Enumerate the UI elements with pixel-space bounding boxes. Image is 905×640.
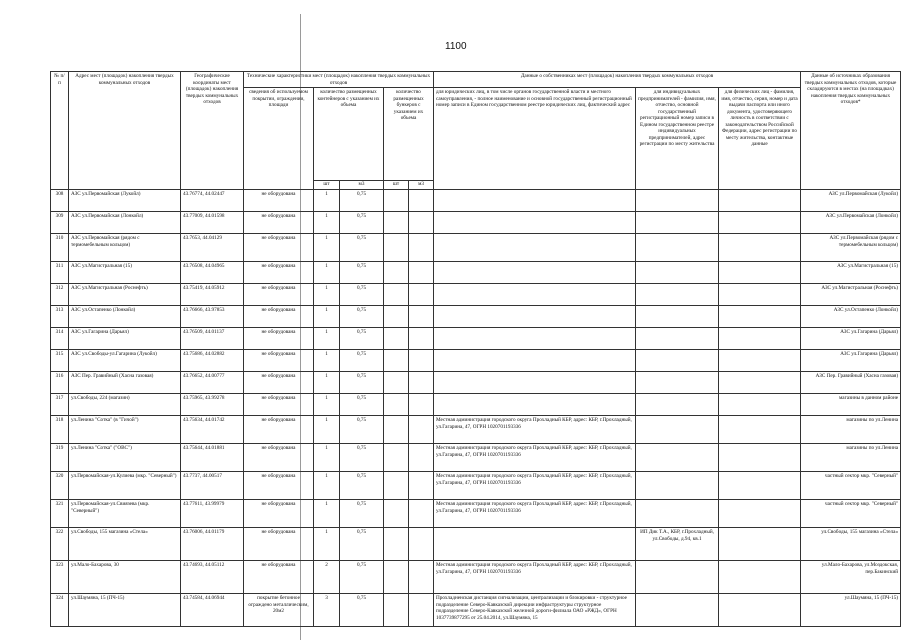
- cell-source: АЗС ул.Гагарина (Дарьял): [801, 328, 901, 350]
- cell-source: АЗС ул.Магистральная (15): [801, 262, 901, 284]
- cell-coords: 43.76006, 44.01179: [181, 528, 244, 561]
- cell-entrepreneur: [636, 328, 719, 350]
- cell-legal: Местная администрация городского округа Прохладный КБР, адрес: КБР, г.Прохладный, ул.Гагарина, 47, ОГРН 1020701193336: [434, 416, 636, 444]
- cell-coverage: не оборудована: [244, 528, 314, 561]
- table-row: [51, 372, 901, 394]
- cell-bunker-vol: [409, 528, 434, 561]
- cell-container-vol: 0,75: [340, 262, 384, 284]
- cell-entrepreneur: [636, 212, 719, 234]
- cell-address: ул.Ленина "Сотка" ("ОВС"): [69, 444, 181, 472]
- header-unit-m3: м3: [340, 181, 384, 190]
- table-row: [51, 328, 901, 350]
- cell-coords: 43.77611, 43.99979: [181, 500, 244, 528]
- cell-coverage: не оборудована: [244, 444, 314, 472]
- cell-container-qty: 2: [314, 561, 340, 594]
- cell-container-vol: 0,75: [340, 561, 384, 594]
- cell-bunker-qty: [384, 306, 409, 328]
- header-containers: количество размещенных контейнеров с указанием их объема: [314, 88, 384, 181]
- cell-container-vol: 0,75: [340, 594, 384, 627]
- table-head: [51, 72, 901, 190]
- cell-bunker-qty: [384, 212, 409, 234]
- cell-source: магазины в данном районе: [801, 394, 901, 416]
- cell-address: ул.Шаумяна, 15 (ПЧ-15): [69, 594, 181, 627]
- waste-sites-table: [50, 71, 901, 627]
- cell-address: ул.Первомайская-ул.Свиязева (мкр. "Северный"): [69, 500, 181, 528]
- cell-legal: [434, 212, 636, 234]
- cell-source: магазины по ул.Ленина: [801, 444, 901, 472]
- header-unit-pcs: шт: [384, 181, 409, 190]
- cell-individual: [719, 594, 801, 627]
- table-row: [51, 444, 901, 472]
- page-number: 1100: [445, 41, 467, 52]
- cell-entrepreneur: [636, 350, 719, 372]
- cell-container-vol: 0,75: [340, 234, 384, 262]
- cell-entrepreneur: [636, 444, 719, 472]
- cell-source: частный сектор мкр. "Северный": [801, 500, 901, 528]
- cell-container-vol: 0,75: [340, 444, 384, 472]
- cell-bunker-qty: [384, 444, 409, 472]
- cell-coords: 43.75686, 44.02882: [181, 350, 244, 372]
- cell-entrepreneur: [636, 416, 719, 444]
- cell-bunker-vol: [409, 350, 434, 372]
- cell-address: АЗС ул.Первомайская (рядом с термомебельным кольцом): [69, 234, 181, 262]
- cell-coverage: не оборудована: [244, 328, 314, 350]
- header-owners: Данные о собственниках мест (площадок) накопления твердых коммунальных отходов: [434, 72, 801, 88]
- cell-coords: 43.75419, 44.05912: [181, 284, 244, 306]
- cell-bunker-qty: [384, 394, 409, 416]
- table-row: [51, 262, 901, 284]
- cell-container-qty: 1: [314, 394, 340, 416]
- cell-container-qty: 1: [314, 190, 340, 212]
- cell-container-qty: 1: [314, 262, 340, 284]
- cell-container-vol: 0,75: [340, 328, 384, 350]
- cell-coverage: не оборудована: [244, 416, 314, 444]
- cell-address: АЗС Пер. Гравийный (Хасна газовая): [69, 372, 181, 394]
- cell-source: АЗС Пер. Гравийный (Хасна газовая): [801, 372, 901, 394]
- cell-entrepreneur: [636, 262, 719, 284]
- cell-bunker-vol: [409, 262, 434, 284]
- cell-individual: [719, 372, 801, 394]
- cell-num: 320: [51, 472, 69, 500]
- cell-num: 318: [51, 416, 69, 444]
- cell-num: 313: [51, 306, 69, 328]
- cell-legal: [434, 262, 636, 284]
- cell-coverage: не оборудована: [244, 372, 314, 394]
- cell-address: АЗС ул.Первомайская (Лукойл): [69, 190, 181, 212]
- cell-bunker-vol: [409, 394, 434, 416]
- header-address: Адрес мест (площадок) накопления твердых коммунальных отходов: [69, 72, 181, 190]
- cell-address: АЗС ул.Магистральная (15): [69, 262, 181, 284]
- cell-bunker-vol: [409, 234, 434, 262]
- cell-bunker-qty: [384, 328, 409, 350]
- cell-bunker-vol: [409, 594, 434, 627]
- cell-source: ул.Мало-Бахарова, ул.Моздокская, пер.Бакинский: [801, 561, 901, 594]
- cell-coverage: не оборудована: [244, 306, 314, 328]
- cell-individual: [719, 350, 801, 372]
- cell-bunker-qty: [384, 190, 409, 212]
- cell-container-qty: 1: [314, 234, 340, 262]
- cell-bunker-qty: [384, 561, 409, 594]
- cell-coords: 43.77009, 44.01598: [181, 212, 244, 234]
- cell-individual: [719, 561, 801, 594]
- cell-legal: [434, 394, 636, 416]
- cell-entrepreneur: [636, 394, 719, 416]
- cell-entrepreneur: [636, 306, 719, 328]
- cell-num: 308: [51, 190, 69, 212]
- cell-bunker-vol: [409, 190, 434, 212]
- cell-legal: Местная администрация городского округа Прохладный КБР, адрес: КБР, г.Прохладный, ул.Гагарина, 47, ОГРН 1020701193336: [434, 472, 636, 500]
- cell-bunker-qty: [384, 284, 409, 306]
- cell-entrepreneur: [636, 284, 719, 306]
- cell-source: АЗС ул.Первомайская (Лонкойл): [801, 212, 901, 234]
- cell-container-vol: 0,75: [340, 212, 384, 234]
- cell-legal: [434, 528, 636, 561]
- cell-individual: [719, 444, 801, 472]
- cell-individual: [719, 328, 801, 350]
- cell-bunker-vol: [409, 561, 434, 594]
- cell-num: 314: [51, 328, 69, 350]
- table-row: [51, 306, 901, 328]
- cell-bunker-vol: [409, 328, 434, 350]
- cell-entrepreneur: [636, 472, 719, 500]
- cell-container-vol: 0,75: [340, 306, 384, 328]
- cell-coverage: не оборудована: [244, 262, 314, 284]
- cell-coverage: не оборудована: [244, 472, 314, 500]
- cell-address: ул.Свободы, 155 магазина «Стела»: [69, 528, 181, 561]
- cell-coords: 43.7737, 44.00517: [181, 472, 244, 500]
- cell-coords: 43.76509, 44.01137: [181, 328, 244, 350]
- cell-legal: Местная администрация городского округа Прохладный КБР, адрес: КБР, г.Прохладный, ул.Гагарина, 47, ОГРН 1020701193336: [434, 561, 636, 594]
- table-row: [51, 394, 901, 416]
- cell-num: 324: [51, 594, 69, 627]
- cell-bunker-qty: [384, 234, 409, 262]
- table-row: [51, 416, 901, 444]
- cell-coords: 43.75644, 44.01881: [181, 444, 244, 472]
- cell-source: АЗС ул.Остапенко (Лонкойл): [801, 306, 901, 328]
- cell-legal: [434, 306, 636, 328]
- cell-container-vol: 0,75: [340, 284, 384, 306]
- cell-coverage: не оборудована: [244, 350, 314, 372]
- cell-legal: [434, 190, 636, 212]
- table-row: [51, 190, 901, 212]
- header-coords: Географические координаты мест (площадок) накопления твердых коммунальных отходов: [181, 72, 244, 190]
- cell-container-qty: 1: [314, 328, 340, 350]
- cell-num: 310: [51, 234, 69, 262]
- cell-coverage: не оборудована: [244, 561, 314, 594]
- table-row: [51, 561, 901, 594]
- cell-bunker-vol: [409, 372, 434, 394]
- cell-legal: Местная администрация городского округа Прохладный КБР, адрес: КБР, г.Прохладный, ул.Гагарина, 47, ОГРН 1020701193336: [434, 500, 636, 528]
- cell-coords: 43.74693, 44.05112: [181, 561, 244, 594]
- cell-individual: [719, 528, 801, 561]
- header-legal: для юридических лиц, в том числе органов государственной власти и местного самоуправления, - полное наименование и основной государственный регистрационный номер записи в Едином государственном реестре юридических лиц, фактический адрес: [434, 88, 636, 190]
- cell-bunker-qty: [384, 372, 409, 394]
- table-row: [51, 350, 901, 372]
- table-row: [51, 212, 901, 234]
- cell-bunker-qty: [384, 416, 409, 444]
- cell-address: АЗС ул.Свободы-ул.Гагарина (Лукойл): [69, 350, 181, 372]
- cell-bunker-qty: [384, 500, 409, 528]
- cell-num: 317: [51, 394, 69, 416]
- cell-container-qty: 1: [314, 350, 340, 372]
- cell-legal: Прохладненская дистанция сигнализации, централизации и блокировки - структурное подразделение Северо-Кавказской дирекции инфраструктуры структурное подразделение Северо-Кавказской железной дороги-филиала ОАО «РЖД», ОГРН 1037739877295 от 25.04.2014, ул.Шаумяна, 15: [434, 594, 636, 627]
- cell-entrepreneur: [636, 372, 719, 394]
- cell-num: 319: [51, 444, 69, 472]
- cell-source: ул.Свободы, 155 магазина «Стела»: [801, 528, 901, 561]
- cell-source: магазины по ул.Ленина: [801, 416, 901, 444]
- table-row: [51, 234, 901, 262]
- cell-num: 316: [51, 372, 69, 394]
- cell-source: АЗС ул.Гагарина (Дарьял): [801, 350, 901, 372]
- cell-num: 312: [51, 284, 69, 306]
- cell-coverage: покрытие бетонное ограждено металлическим, 20м2: [244, 594, 314, 627]
- cell-address: АЗС ул.Остапенко (Лонкойл): [69, 306, 181, 328]
- cell-num: 322: [51, 528, 69, 561]
- cell-legal: [434, 372, 636, 394]
- cell-source: АЗС ул.Магистральная (Роснефть): [801, 284, 901, 306]
- cell-bunker-vol: [409, 444, 434, 472]
- cell-legal: [434, 350, 636, 372]
- table-row: [51, 528, 901, 561]
- header-num: № п/п: [51, 72, 69, 190]
- cell-container-qty: 3: [314, 594, 340, 627]
- cell-individual: [719, 472, 801, 500]
- table-row: [51, 472, 901, 500]
- cell-container-vol: 0,75: [340, 472, 384, 500]
- cell-container-vol: 0,75: [340, 350, 384, 372]
- cell-address: АЗС ул.Гагарина (Дарьял): [69, 328, 181, 350]
- cell-entrepreneur: [636, 561, 719, 594]
- cell-individual: [719, 416, 801, 444]
- cell-bunker-qty: [384, 262, 409, 284]
- cell-entrepreneur: [636, 234, 719, 262]
- header-sources: Данные об источниках образования твердых коммунальных отходов, которые складируются в местах (на площадках) накопления твердых коммунальных отходов*: [801, 72, 901, 190]
- cell-container-qty: 1: [314, 416, 340, 444]
- cell-container-qty: 1: [314, 500, 340, 528]
- cell-bunker-vol: [409, 500, 434, 528]
- cell-source: частный сектор мкр. "Северный": [801, 472, 901, 500]
- cell-entrepreneur: [636, 594, 719, 627]
- cell-entrepreneur: [636, 500, 719, 528]
- header-bunkers: количество размещенных бункеров с указанием их объема: [384, 88, 434, 181]
- cell-container-qty: 1: [314, 212, 340, 234]
- cell-address: ул.Ленина "Сотка" (в "Гичой"): [69, 416, 181, 444]
- cell-coverage: не оборудована: [244, 284, 314, 306]
- cell-container-qty: 1: [314, 528, 340, 561]
- cell-address: ул.Свободы, 224 (магазин): [69, 394, 181, 416]
- cell-source: ул.Шаумяна, 15 (ПЧ-15): [801, 594, 901, 627]
- cell-bunker-vol: [409, 212, 434, 234]
- waste-sites-table-wrapper: [50, 71, 900, 627]
- cell-coverage: не оборудована: [244, 500, 314, 528]
- cell-individual: [719, 284, 801, 306]
- cell-entrepreneur: [636, 190, 719, 212]
- cell-legal: [434, 234, 636, 262]
- cell-container-vol: 0,75: [340, 528, 384, 561]
- cell-entrepreneur: ИП Дик Т.А., КБР, г.Прохладный, ул.Свободы, д.94, кв.1: [636, 528, 719, 561]
- cell-bunker-qty: [384, 472, 409, 500]
- cell-individual: [719, 500, 801, 528]
- table-row: [51, 500, 901, 528]
- table-body: [51, 190, 901, 627]
- header-individual: для физических лиц - фамилия, имя, отчество, серия, номер и дата выдачи паспорта или иного документа, удостоверяющего личность в соответствии с законодательством Российской Федерации, адрес регистрации по месту жительства, контактные данные: [719, 88, 801, 190]
- cell-bunker-qty: [384, 528, 409, 561]
- cell-container-qty: 1: [314, 306, 340, 328]
- cell-container-vol: 0,75: [340, 394, 384, 416]
- cell-coords: 43.74584, 44.06944: [181, 594, 244, 627]
- cell-container-qty: 1: [314, 372, 340, 394]
- cell-legal: [434, 284, 636, 306]
- cell-container-vol: 0,75: [340, 190, 384, 212]
- cell-individual: [719, 234, 801, 262]
- cell-container-qty: 1: [314, 284, 340, 306]
- cell-coords: 43.76666, 43.97853: [181, 306, 244, 328]
- cell-bunker-vol: [409, 284, 434, 306]
- cell-num: 315: [51, 350, 69, 372]
- header-tech: Технические характеристики мест (площадок) накопления твердых коммунальных отходов: [244, 72, 434, 88]
- cell-container-qty: 1: [314, 472, 340, 500]
- cell-coverage: не оборудована: [244, 190, 314, 212]
- cell-individual: [719, 306, 801, 328]
- header-unit-m3: м3: [409, 181, 434, 190]
- cell-coverage: не оборудована: [244, 234, 314, 262]
- cell-container-qty: 1: [314, 444, 340, 472]
- cell-coverage: не оборудована: [244, 394, 314, 416]
- cell-coords: 43.75634, 44.01742: [181, 416, 244, 444]
- cell-container-vol: 0,75: [340, 416, 384, 444]
- cell-coverage: не оборудована: [244, 212, 314, 234]
- header-entrepreneur: для индивидуальных предпринимателей - фамилия, имя, отчество, основной государственный регистрационный номер записи в Едином государственном реестре индивидуальных предпринимателей, адрес регистрации по месту жительства: [636, 88, 719, 190]
- cell-num: 323: [51, 561, 69, 594]
- table-row: [51, 284, 901, 306]
- cell-coords: 43.76508, 44.04965: [181, 262, 244, 284]
- cell-container-vol: 0,75: [340, 372, 384, 394]
- cell-num: 311: [51, 262, 69, 284]
- cell-source: АЗС ул.Первомайская (Лукойл): [801, 190, 901, 212]
- cell-coords: 43.7653, 44.04129: [181, 234, 244, 262]
- cell-individual: [719, 190, 801, 212]
- cell-individual: [719, 394, 801, 416]
- cell-address: ул.Первомайская-ул.Кулиева (мкр. "Северный"): [69, 472, 181, 500]
- cell-individual: [719, 212, 801, 234]
- header-coverage: сведения об используемом покрытии, ограждении, площади: [244, 88, 314, 190]
- cell-address: ул.Мало-Бахарова, 30: [69, 561, 181, 594]
- cell-num: 321: [51, 500, 69, 528]
- cell-coords: 43.76652, 44.00777: [181, 372, 244, 394]
- cell-bunker-vol: [409, 416, 434, 444]
- cell-bunker-vol: [409, 306, 434, 328]
- cell-address: АЗС ул.Первомайская (Лонкойл): [69, 212, 181, 234]
- cell-bunker-qty: [384, 350, 409, 372]
- cell-address: АЗС ул.Магистральная (Роснефть): [69, 284, 181, 306]
- table-row: [51, 594, 901, 627]
- cell-num: 309: [51, 212, 69, 234]
- cell-legal: [434, 328, 636, 350]
- cell-bunker-vol: [409, 472, 434, 500]
- cell-coords: 43.76774, 44.02447: [181, 190, 244, 212]
- header-unit-pcs: шт: [314, 181, 340, 190]
- cell-individual: [719, 262, 801, 284]
- cell-bunker-qty: [384, 594, 409, 627]
- cell-coords: 43.75965, 43.99278: [181, 394, 244, 416]
- cell-container-vol: 0,75: [340, 500, 384, 528]
- cell-legal: Местная администрация городского округа Прохладный КБР, адрес: КБР, г.Прохладный, ул.Гагарина, 47, ОГРН 1020701193336: [434, 444, 636, 472]
- cell-source: АЗС ул.Первомайская (рядом с термомебельным кольцом): [801, 234, 901, 262]
